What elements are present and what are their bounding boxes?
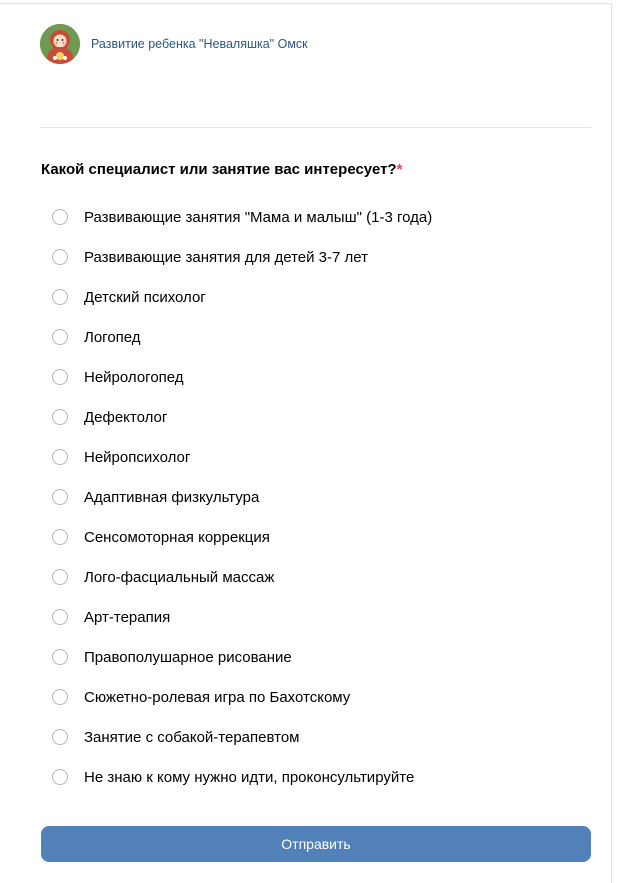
radio-button[interactable] (52, 209, 68, 225)
option-label[interactable]: Арт-терапия (84, 608, 171, 626)
submit-button[interactable]: Отправить (41, 826, 591, 862)
radio-button[interactable] (52, 449, 68, 465)
option-label[interactable]: Развивающие занятия для детей 3-7 лет (84, 248, 368, 266)
option-label[interactable]: Лого-фасциальный массаж (84, 568, 275, 586)
option-item[interactable] (52, 677, 592, 717)
option-label[interactable]: Правополушарное рисование (84, 648, 292, 666)
option-label[interactable]: Логопед (84, 328, 141, 346)
radio-button[interactable] (52, 649, 68, 665)
option-label[interactable]: Сенсомоторная коррекция (84, 528, 270, 546)
radio-button[interactable] (52, 769, 68, 785)
option-item[interactable] (52, 397, 592, 437)
form-header (40, 24, 308, 64)
option-label[interactable]: Занятие с собакой-терапевтом (84, 728, 300, 746)
radio-button[interactable] (52, 569, 68, 585)
option-item[interactable] (52, 757, 592, 797)
radio-button[interactable] (52, 529, 68, 545)
option-label[interactable]: Не знаю к кому нужно идти, проконсультируйте (84, 768, 415, 786)
option-item[interactable] (52, 197, 592, 237)
radio-button[interactable] (52, 609, 68, 625)
option-item[interactable] (52, 517, 592, 557)
radio-button[interactable] (52, 689, 68, 705)
community-name-link[interactable]: Развитие ребенка "Неваляшка" Омск (91, 37, 308, 51)
option-item[interactable] (52, 637, 592, 677)
option-label[interactable]: Сюжетно-ролевая игра по Бахотскому (84, 688, 351, 706)
option-item[interactable] (52, 437, 592, 477)
question-text: Какой специалист или занятие вас интересует? (41, 161, 397, 178)
question-title (41, 161, 402, 178)
radio-button[interactable] (52, 289, 68, 305)
option-item[interactable] (52, 477, 592, 517)
option-label[interactable]: Развивающие занятия "Мама и малыш" (1-3 года) (84, 208, 433, 226)
options-list (52, 197, 592, 797)
option-label[interactable]: Нейропсихолог (84, 448, 191, 466)
option-item[interactable] (52, 357, 592, 397)
option-item[interactable] (52, 277, 592, 317)
option-item[interactable] (52, 557, 592, 597)
matryoshka-doll-icon (40, 24, 80, 64)
option-item[interactable] (52, 237, 592, 277)
radio-button[interactable] (52, 369, 68, 385)
radio-button[interactable] (52, 409, 68, 425)
required-mark: * (396, 161, 403, 178)
form-card (0, 3, 612, 883)
option-label[interactable]: Нейрологопед (84, 368, 184, 386)
radio-button[interactable] (52, 249, 68, 265)
option-label[interactable]: Адаптивная физкультура (84, 488, 260, 506)
option-label[interactable]: Дефектолог (84, 408, 168, 426)
header-divider (40, 127, 591, 128)
option-label[interactable]: Детский психолог (84, 288, 206, 306)
option-item[interactable] (52, 717, 592, 757)
option-item[interactable] (52, 317, 592, 357)
community-avatar[interactable] (40, 24, 80, 64)
radio-button[interactable] (52, 729, 68, 745)
option-item[interactable] (52, 597, 592, 637)
radio-button[interactable] (52, 489, 68, 505)
radio-button[interactable] (52, 329, 68, 345)
